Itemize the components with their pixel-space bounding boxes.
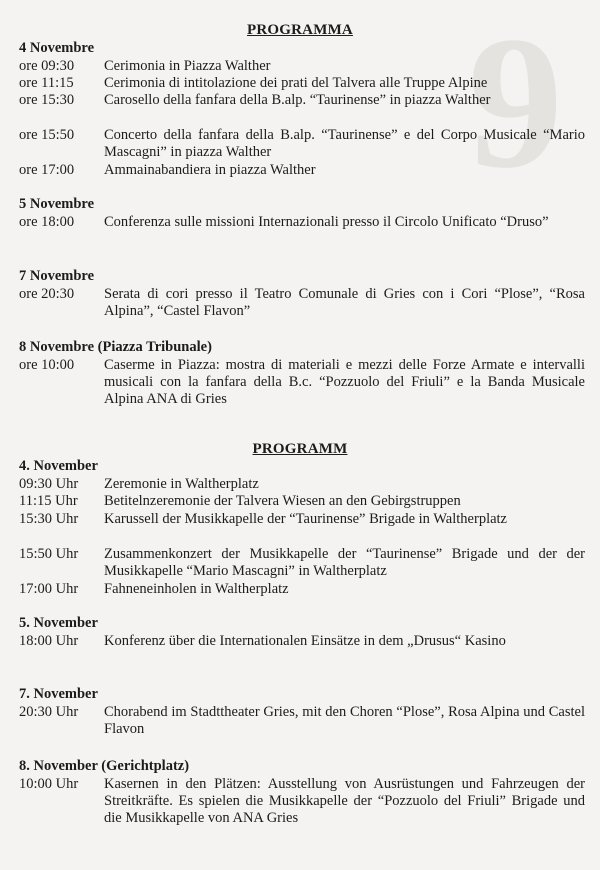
day-heading: 7. November — [19, 686, 98, 702]
event-text: Chorabend im Stadttheater Gries, mit den Choren “Plose”, Rosa Alpina und Castel Flavon — [104, 704, 585, 737]
day-heading: 8 Novembre (Piazza Tribunale) — [19, 339, 212, 355]
event-time: ore 15:50 — [19, 127, 75, 143]
event-text: Cerimonia di intitolazione dei prati del Talvera alle Truppe Alpine — [104, 75, 488, 91]
day-heading: 7 Novembre — [19, 268, 95, 284]
event-row — [19, 92, 585, 109]
day-heading: 5 Novembre — [19, 196, 95, 212]
event-text: Fahneneinholen in Waltherplatz — [104, 581, 289, 597]
event-text: Zeremonie in Waltherplatz — [104, 476, 259, 492]
event-row — [19, 476, 585, 493]
event-text: Kasernen in den Plätzen: Ausstellung von Ausrüstungen und Fahrzeugen der Streitkräfte. Es spielen die Musikkapelle der “Pozzuolo del Friuli” Brigade und die Musikkapelle von ANA Gries — [104, 776, 585, 826]
event-row — [19, 493, 585, 510]
event-row — [19, 214, 585, 231]
event-row — [19, 546, 585, 580]
event-row — [19, 286, 585, 320]
event-time: 10:00 Uhr — [19, 776, 79, 792]
event-row — [19, 776, 585, 827]
event-row — [19, 633, 585, 650]
event-row — [19, 75, 585, 92]
event-time: 09:30 Uhr — [19, 476, 79, 492]
event-text: Cerimonia in Piazza Walther — [104, 58, 271, 74]
event-text: Caserme in Piazza: mostra di materiali e mezzi delle Forze Armate e intervalli musicali con la fanfara della B.c. “Pozzuolo del Friuli” e la Banda Musicale Alpina ANA di Gries — [104, 357, 585, 407]
event-text: Conferenza sulle missioni Internazionali presso il Circolo Unificato “Druso” — [104, 214, 549, 230]
event-time: ore 17:00 — [19, 162, 75, 178]
day-heading: 4. November — [19, 458, 98, 474]
event-time: ore 09:30 — [19, 58, 75, 74]
event-row — [19, 127, 585, 161]
day-heading: 5. November — [19, 615, 98, 631]
event-row — [19, 511, 585, 528]
event-text: Ammainabandiera in piazza Walther — [104, 162, 316, 178]
background-watermark: 9 — [468, 0, 563, 208]
day-heading: 4 Novembre — [19, 40, 95, 56]
day-heading: 8. November (Gerichtplatz) — [19, 758, 190, 774]
event-text: Zusammenkonzert der Musikkapelle der “Taurinense” Brigade und der der Musikkapelle “Mario Mascagni” in Waltherplatz — [104, 546, 585, 579]
event-time: ore 20:30 — [19, 286, 75, 302]
event-time: 20:30 Uhr — [19, 704, 79, 720]
event-time: 18:00 Uhr — [19, 633, 79, 649]
event-row — [19, 704, 585, 738]
event-row — [19, 58, 585, 75]
event-time: 15:30 Uhr — [19, 511, 79, 527]
event-time: 11:15 Uhr — [19, 493, 78, 509]
event-text: Karussell der Musikkapelle der “Taurinense” Brigade in Waltherplatz — [104, 511, 507, 527]
event-row — [19, 162, 585, 179]
event-text: Serata di cori presso il Teatro Comunale di Gries con i Cori “Plose”, “Rosa Alpina”, “Castel Flavon” — [104, 286, 585, 319]
event-row — [19, 581, 585, 598]
event-row — [19, 357, 585, 408]
event-time: ore 10:00 — [19, 357, 75, 373]
event-text: Konferenz über die Internationalen Einsätze in dem „Drusus“ Kasino — [104, 633, 506, 649]
event-time: 17:00 Uhr — [19, 581, 79, 597]
event-time: ore 15:30 — [19, 92, 75, 108]
german-title: PROGRAMM — [252, 441, 348, 457]
italian-title: PROGRAMMA — [247, 22, 353, 38]
event-time: ore 18:00 — [19, 214, 75, 230]
event-time: ore 11:15 — [19, 75, 74, 91]
event-text: Concerto della fanfara della B.alp. “Taurinense” e del Corpo Musicale “Mario Mascagni” in piazza Walther — [104, 127, 585, 160]
event-text: Betitelnzeremonie der Talvera Wiesen an den Gebirgstruppen — [104, 493, 461, 509]
event-time: 15:50 Uhr — [19, 546, 79, 562]
event-text: Carosello della fanfara della B.alp. “Taurinense” in piazza Walther — [104, 92, 491, 108]
